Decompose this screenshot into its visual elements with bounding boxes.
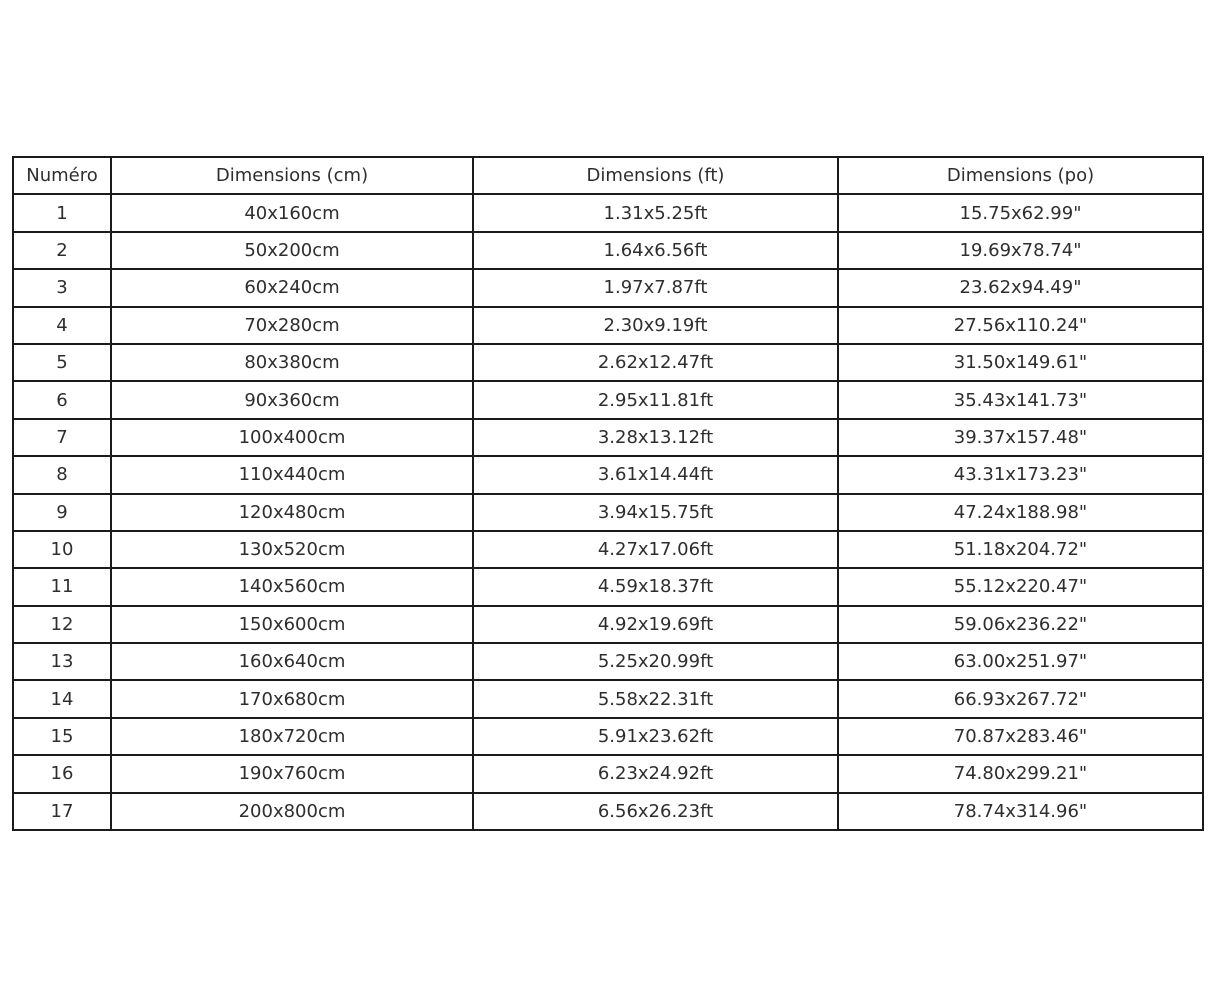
cell-dimensions-cm: 100x400cm — [111, 419, 473, 456]
cell-dimensions-ft: 1.31x5.25ft — [473, 194, 838, 231]
cell-dimensions-ft: 2.95x11.81ft — [473, 381, 838, 418]
cell-dimensions-po: 43.31x173.23" — [838, 456, 1203, 493]
cell-numero: 9 — [13, 494, 111, 531]
table-row — [13, 269, 1203, 306]
cell-dimensions-ft: 4.27x17.06ft — [473, 531, 838, 568]
cell-numero: 3 — [13, 269, 111, 306]
cell-dimensions-cm: 190x760cm — [111, 755, 473, 792]
cell-dimensions-ft: 6.56x26.23ft — [473, 793, 838, 830]
table-row — [13, 381, 1203, 418]
cell-dimensions-ft: 3.94x15.75ft — [473, 494, 838, 531]
table-row — [13, 456, 1203, 493]
cell-dimensions-cm: 90x360cm — [111, 381, 473, 418]
cell-dimensions-po: 35.43x141.73" — [838, 381, 1203, 418]
cell-numero: 13 — [13, 643, 111, 680]
cell-dimensions-po: 74.80x299.21" — [838, 755, 1203, 792]
cell-numero: 17 — [13, 793, 111, 830]
cell-dimensions-ft: 5.25x20.99ft — [473, 643, 838, 680]
cell-dimensions-cm: 120x480cm — [111, 494, 473, 531]
cell-dimensions-cm: 200x800cm — [111, 793, 473, 830]
cell-numero: 1 — [13, 194, 111, 231]
header-row — [13, 157, 1203, 194]
cell-dimensions-ft: 5.58x22.31ft — [473, 680, 838, 717]
cell-numero: 8 — [13, 456, 111, 493]
cell-numero: 15 — [13, 718, 111, 755]
table-row — [13, 494, 1203, 531]
table-row — [13, 531, 1203, 568]
cell-dimensions-ft: 6.23x24.92ft — [473, 755, 838, 792]
cell-dimensions-cm: 110x440cm — [111, 456, 473, 493]
table-row — [13, 307, 1203, 344]
cell-dimensions-ft: 5.91x23.62ft — [473, 718, 838, 755]
dimensions-table-container — [12, 156, 1204, 831]
cell-numero: 12 — [13, 606, 111, 643]
table-header — [13, 157, 1203, 194]
cell-dimensions-po: 78.74x314.96" — [838, 793, 1203, 830]
table-body — [13, 194, 1203, 830]
cell-dimensions-po: 23.62x94.49" — [838, 269, 1203, 306]
cell-dimensions-ft: 4.92x19.69ft — [473, 606, 838, 643]
table-row — [13, 718, 1203, 755]
table-row — [13, 793, 1203, 830]
table-row — [13, 606, 1203, 643]
column-header-dimensions-cm: Dimensions (cm) — [111, 157, 473, 194]
cell-dimensions-cm: 40x160cm — [111, 194, 473, 231]
cell-dimensions-ft: 2.30x9.19ft — [473, 307, 838, 344]
cell-dimensions-ft: 2.62x12.47ft — [473, 344, 838, 381]
cell-numero: 16 — [13, 755, 111, 792]
cell-numero: 14 — [13, 680, 111, 717]
cell-dimensions-po: 31.50x149.61" — [838, 344, 1203, 381]
cell-dimensions-po: 55.12x220.47" — [838, 568, 1203, 605]
table-row — [13, 344, 1203, 381]
cell-dimensions-cm: 60x240cm — [111, 269, 473, 306]
cell-numero: 11 — [13, 568, 111, 605]
cell-dimensions-po: 59.06x236.22" — [838, 606, 1203, 643]
table-row — [13, 755, 1203, 792]
cell-dimensions-ft: 3.61x14.44ft — [473, 456, 838, 493]
cell-dimensions-ft: 1.64x6.56ft — [473, 232, 838, 269]
cell-numero: 10 — [13, 531, 111, 568]
cell-numero: 5 — [13, 344, 111, 381]
cell-dimensions-po: 15.75x62.99" — [838, 194, 1203, 231]
column-header-dimensions-ft: Dimensions (ft) — [473, 157, 838, 194]
cell-dimensions-po: 27.56x110.24" — [838, 307, 1203, 344]
cell-dimensions-po: 63.00x251.97" — [838, 643, 1203, 680]
table-row — [13, 568, 1203, 605]
cell-dimensions-po: 19.69x78.74" — [838, 232, 1203, 269]
cell-dimensions-ft: 4.59x18.37ft — [473, 568, 838, 605]
cell-numero: 7 — [13, 419, 111, 456]
cell-dimensions-cm: 70x280cm — [111, 307, 473, 344]
cell-dimensions-cm: 160x640cm — [111, 643, 473, 680]
table-row — [13, 194, 1203, 231]
table-row — [13, 680, 1203, 717]
cell-dimensions-cm: 50x200cm — [111, 232, 473, 269]
cell-numero: 4 — [13, 307, 111, 344]
cell-numero: 6 — [13, 381, 111, 418]
cell-dimensions-cm: 150x600cm — [111, 606, 473, 643]
cell-dimensions-po: 39.37x157.48" — [838, 419, 1203, 456]
cell-dimensions-cm: 140x560cm — [111, 568, 473, 605]
cell-dimensions-cm: 80x380cm — [111, 344, 473, 381]
cell-dimensions-ft: 3.28x13.12ft — [473, 419, 838, 456]
cell-dimensions-cm: 180x720cm — [111, 718, 473, 755]
column-header-dimensions-po: Dimensions (po) — [838, 157, 1203, 194]
table-row — [13, 232, 1203, 269]
table-row — [13, 419, 1203, 456]
cell-dimensions-po: 51.18x204.72" — [838, 531, 1203, 568]
cell-numero: 2 — [13, 232, 111, 269]
table-row — [13, 643, 1203, 680]
column-header-numero: Numéro — [13, 157, 111, 194]
dimensions-table — [12, 156, 1204, 831]
cell-dimensions-po: 70.87x283.46" — [838, 718, 1203, 755]
cell-dimensions-po: 66.93x267.72" — [838, 680, 1203, 717]
cell-dimensions-cm: 130x520cm — [111, 531, 473, 568]
cell-dimensions-ft: 1.97x7.87ft — [473, 269, 838, 306]
cell-dimensions-cm: 170x680cm — [111, 680, 473, 717]
cell-dimensions-po: 47.24x188.98" — [838, 494, 1203, 531]
